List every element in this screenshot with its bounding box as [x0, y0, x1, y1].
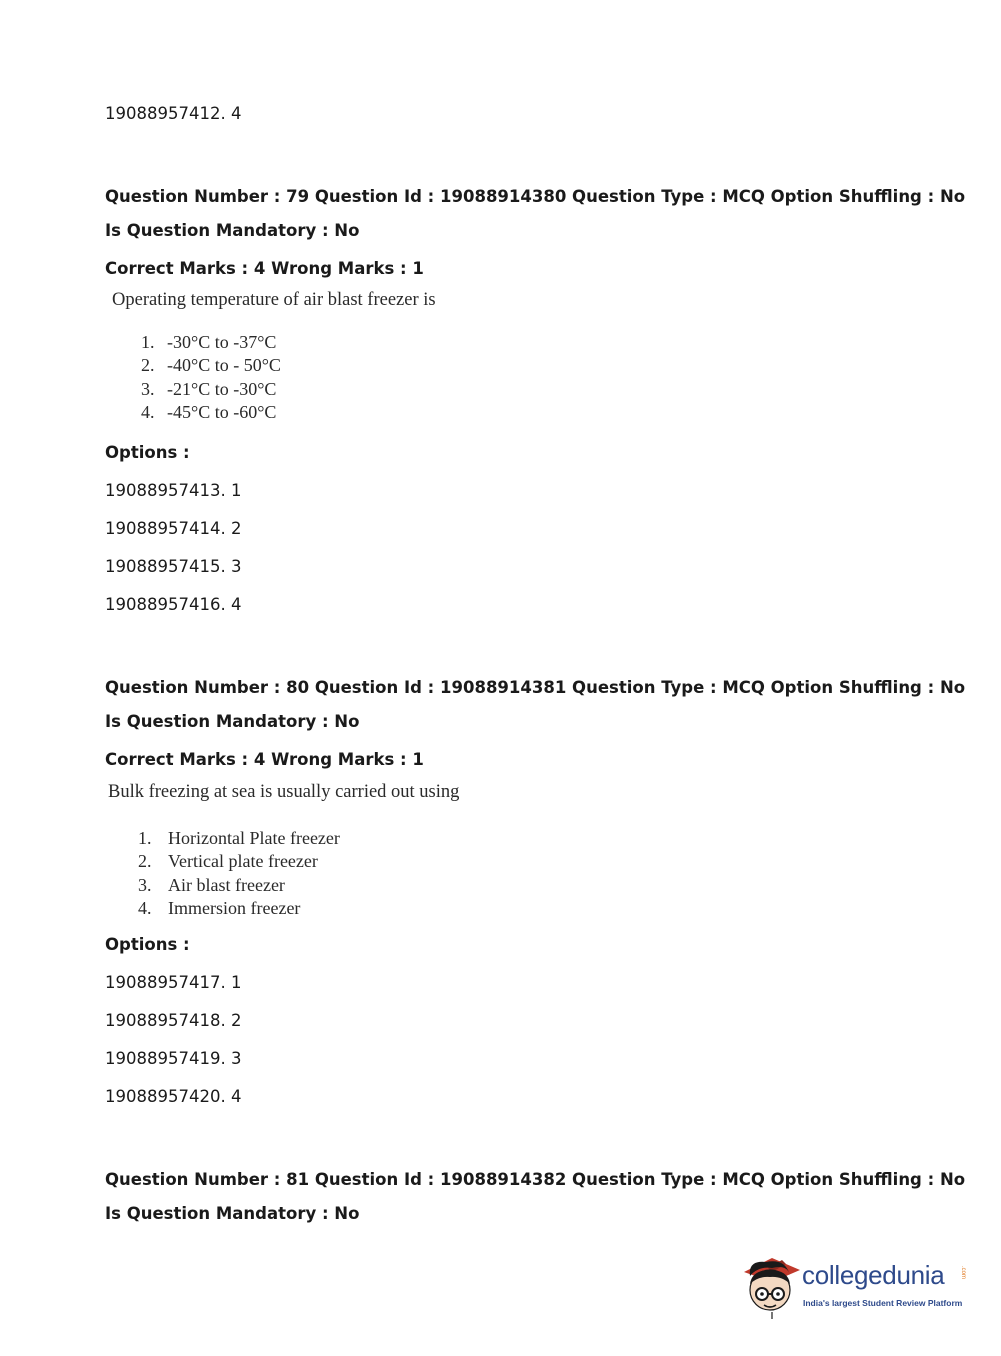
mascot-icon	[742, 1250, 804, 1320]
q79-options-label: Options :	[105, 443, 190, 462]
q80-header: Question Number : 80 Question Id : 19088914381 Question Type : MCQ Option Shuffling : No	[105, 678, 966, 697]
q80-choice-list	[138, 827, 340, 920]
q79-option-2: 19088957414. 2	[105, 519, 242, 538]
q80-choice-3: 3. Air blast freezer	[138, 874, 285, 895]
q79-header: Question Number : 79 Question Id : 19088914380 Question Type : MCQ Option Shuffling : No	[105, 187, 966, 206]
q81-header: Question Number : 81 Question Id : 19088914382 Question Type : MCQ Option Shuffling : No	[105, 1170, 966, 1189]
q80-option-1: 19088957417. 1	[105, 973, 242, 992]
logo-wordmark: collegedunia	[802, 1260, 945, 1290]
q79-marks: Correct Marks : 4 Wrong Marks : 1	[105, 259, 424, 278]
q79-choice-4: 4. -45°C to -60°C	[141, 401, 277, 422]
collegedunia-logo	[742, 1250, 972, 1320]
q80-stem: Bulk freezing at sea is usually carried out using	[108, 782, 460, 802]
q79-option-3: 19088957415. 3	[105, 557, 242, 576]
q80-options-label: Options :	[105, 935, 190, 954]
q79-stem: Operating temperature of air blast freezer is	[112, 290, 436, 310]
q80-option-4: 19088957420. 4	[105, 1087, 242, 1106]
q80-option-3: 19088957419. 3	[105, 1049, 242, 1068]
q80-choice-1: 1. Horizontal Plate freezer	[138, 828, 340, 848]
q80-mandatory: Is Question Mandatory : No	[105, 712, 360, 731]
logo-suffix: .com	[960, 1266, 966, 1280]
q80-choice-4: 4. Immersion freezer	[138, 897, 301, 918]
q79-option-4: 19088957416. 4	[105, 595, 242, 614]
q79-choice-3: 3. -21°C to -30°C	[141, 378, 277, 399]
q80-option-2: 19088957418. 2	[105, 1011, 242, 1030]
q80-marks: Correct Marks : 4 Wrong Marks : 1	[105, 750, 424, 769]
q79-choice-2: 2. -40°C to - 50°C	[141, 355, 281, 376]
q81-mandatory: Is Question Mandatory : No	[105, 1204, 360, 1223]
previous-option-4: 19088957412. 4	[105, 104, 242, 123]
q79-choice-1: 1. -30°C to -37°C	[141, 332, 277, 352]
q79-option-1: 19088957413. 1	[105, 481, 242, 500]
q79-mandatory: Is Question Mandatory : No	[105, 221, 360, 240]
q79-choice-list	[141, 331, 281, 424]
logo-tagline: India's largest Student Review Platform	[803, 1298, 963, 1308]
q80-choice-2: 2. Vertical plate freezer	[138, 851, 318, 872]
